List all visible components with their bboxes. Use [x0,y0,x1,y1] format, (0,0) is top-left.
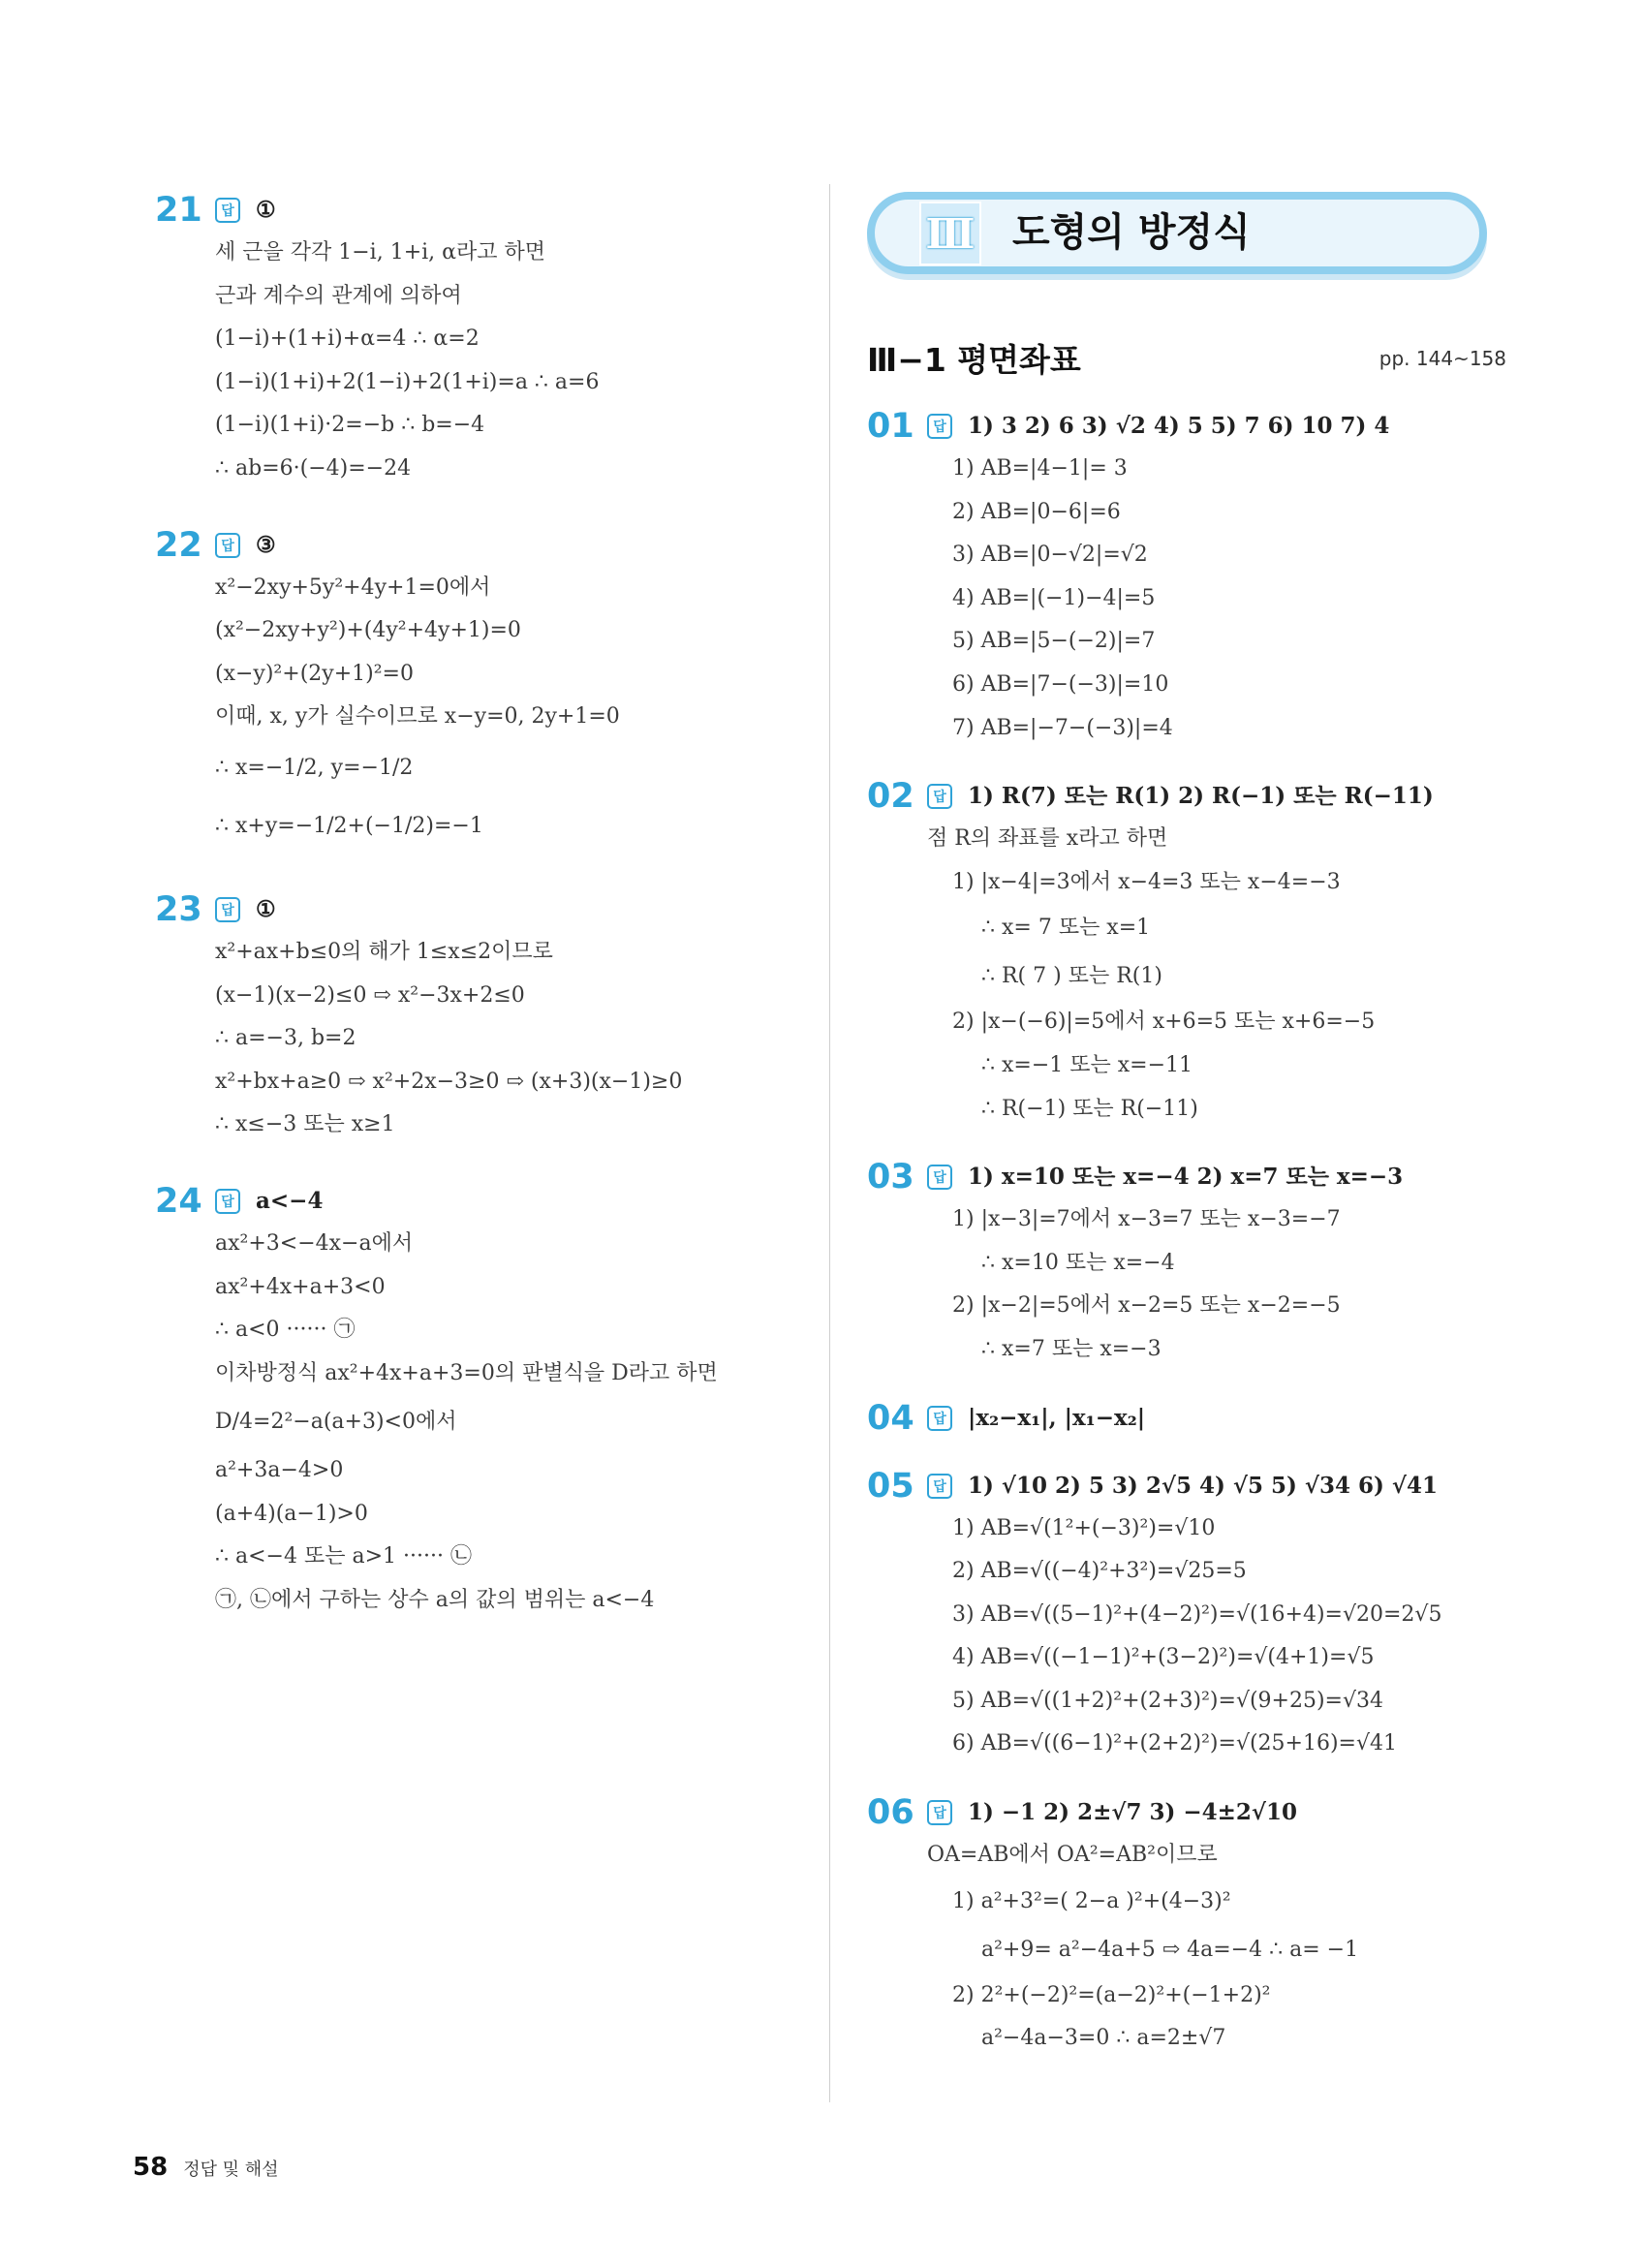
answer-head [927,1156,1506,1198]
problem-03 [867,1156,1506,1371]
solution-line: ax²+4x+a+3<0 [215,1274,386,1299]
solution-line: 1) AB=√(1²+(−3)²)=√10 [952,1515,1216,1540]
solution-line: 근과 계수의 관계에 의하여 [215,283,462,308]
answer-head [927,1397,1506,1440]
solution-line: 점 R의 좌표를 x라고 하면 [927,826,1168,852]
solution-line: ∴ x=−1 또는 x=−11 [981,1052,1193,1077]
problem-02 [867,775,1506,1131]
problem-04 [867,1397,1506,1440]
problem-05 [867,1465,1506,1767]
answer-badge-icon: 답 [215,897,240,922]
answer-head [927,1791,1506,1834]
problem-number: 03 [867,1158,914,1197]
problem-number: 01 [867,407,914,446]
answer-badge-icon: 답 [927,1165,952,1190]
answer-head [215,524,794,567]
problem-number: 22 [155,525,202,565]
left-column [155,189,794,1623]
answer-value: 1) 3 2) 6 3) √2 4) 5 5) 7 6) 10 7) 4 [968,413,1390,439]
solution-line: ∴ x= 7 또는 x=1 [981,916,1151,941]
answer-head [215,189,794,232]
solution-line: 2) 2²+(−2)²=(a−2)²+(−1+2)² [952,1982,1271,2007]
solution-line: a²−4a−3=0 ∴ a=2±√7 [981,2026,1226,2051]
problem-number: 02 [867,777,914,817]
answer-head [927,405,1506,448]
solution-line: x²−2xy+5y²+4y+1=0에서 [215,575,491,600]
solution-line: 7) AB=|−7−(−3)|=4 [952,715,1173,740]
solution-line: 4) AB=|(−1)−4|=5 [952,585,1156,610]
solution-line: ∴ x=10 또는 x=−4 [981,1250,1175,1275]
problem-23 [155,888,794,1147]
chapter-title: 도형의 방정식 [1012,210,1251,255]
answer-value: ① [256,197,276,223]
solution-line: ∴ x=7 또는 x=−3 [981,1336,1162,1361]
solution-line: 1) |x−3|=7에서 x−3=7 또는 x−3=−7 [952,1207,1341,1232]
answer-head [927,775,1506,818]
solution-line: 1) AB=|4−1|= 3 [952,456,1128,481]
answer-value: ① [256,895,276,922]
solution-line: 6) AB=|7−(−3)|=10 [952,671,1169,697]
problem-21 [155,189,794,491]
right-column [867,405,1506,2061]
solution-line: ∴ R(−1) 또는 R(−11) [981,1096,1198,1121]
solution-line: (a+4)(a−1)>0 [215,1501,368,1526]
answer-badge-icon: 답 [215,533,240,558]
solution-line: 3) AB=|0−√2|=√2 [952,543,1148,568]
answer-badge-icon: 답 [215,1189,240,1214]
solution-line: x²+bx+a≥0 ⇨ x²+2x−3≥0 ⇨ (x+3)(x−1)≥0 [215,1069,683,1094]
problem-number: 24 [155,1181,202,1221]
solution-line: ∴ a<0 ······ ㉠ [215,1318,356,1343]
solution-line: 6) AB=√((6−1)²+(2+2)²)=√(25+16)=√41 [952,1731,1397,1756]
answer-badge-icon: 답 [927,414,952,439]
answer-value: ③ [256,531,276,558]
solution-line: 4) AB=√((−1−1)²+(3−2)²)=√(4+1)=√5 [952,1645,1375,1670]
solution-line: ax²+3<−4x−a에서 [215,1230,414,1256]
solution-line: 이때, x, y가 실수이므로 x−y=0, 2y+1=0 [215,704,620,730]
solution-line: 2) |x−2|=5에서 x−2=5 또는 x−2=−5 [952,1293,1341,1319]
solution-line: (x−y)²+(2y+1)²=0 [215,661,414,686]
solution-line: 세 근을 각각 1−i, 1+i, α라고 하면 [215,240,546,264]
solution-line: 1) a²+3²=( 2−a )²+(4−3)² [952,1888,1231,1913]
solution-line: ∴ a<−4 또는 a>1 ······ ㉡ [215,1544,472,1569]
problem-number: 23 [155,889,202,929]
chapter-title-banner [867,192,1487,274]
solution-line: (1−i)+(1+i)+α=4 ∴ α=2 [215,326,480,352]
problem-24 [155,1180,794,1623]
solution-line: ∴ R( 7 ) 또는 R(1) [981,964,1162,989]
solution-line: (1−i)(1+i)+2(1−i)+2(1+i)=a ∴ a=6 [215,369,600,394]
problem-number: 05 [867,1466,914,1506]
answer-value: |x₂−x₁|, |x₁−x₂| [968,1404,1146,1431]
solution-line: a²+9= a²−4a+5 ⇨ 4a=−4 ∴ a= −1 [981,1937,1359,1962]
solution-line: (x−1)(x−2)≤0 ⇨ x²−3x+2≤0 [215,982,525,1008]
chapter-roman-numeral: Ⅲ [919,202,981,265]
answer-badge-icon: 답 [215,198,240,223]
solution-line: 1) |x−4|=3에서 x−4=3 또는 x−4=−3 [952,869,1341,894]
answer-badge-icon: 답 [927,1406,952,1431]
answer-value: 1) −1 2) 2±√7 3) −4±2√10 [968,1799,1298,1826]
solution-line: (x²−2xy+y²)+(4y²+4y+1)=0 [215,618,521,643]
solution-line: ∴ x+y=−1/2+(−1/2)=−1 [215,813,483,838]
answer-badge-icon: 답 [927,1474,952,1499]
solution-line: 이차방정식 ax²+4x+a+3=0의 판별식을 D라고 하면 [215,1360,718,1385]
answer-badge-icon: 답 [927,1800,952,1825]
subsection-title: Ⅲ−1 평면좌표 [867,341,1081,379]
solution-line: 5) AB=|5−(−2)|=7 [952,629,1156,654]
solution-line: ∴ x≤−3 또는 x≥1 [215,1112,395,1137]
solution-line: (1−i)(1+i)·2=−b ∴ b=−4 [215,413,485,438]
problem-06 [867,1791,1506,2061]
page-number: 58 [133,2153,169,2182]
solution-line: ㉠, ㉡에서 구하는 상수 a의 값의 범위는 a<−4 [215,1588,655,1613]
answer-head [927,1465,1506,1507]
answer-head [215,1180,794,1223]
solution-line: x²+ax+b≤0의 해가 1≤x≤2이므로 [215,939,553,964]
subsection-header [867,337,1506,384]
answer-value: 1) R(7) 또는 R(1) 2) R(−1) 또는 R(−11) [968,783,1434,810]
problem-number: 04 [867,1398,914,1438]
footer-label: 정답 및 해설 [183,2159,279,2180]
answer-head [215,888,794,931]
solution-line: a²+3a−4>0 [215,1458,344,1483]
problem-number: 06 [867,1793,914,1833]
solution-line: OA=AB에서 OA²=AB²이므로 [927,1843,1218,1868]
solution-line: D/4=2²−a(a+3)<0에서 [215,1410,457,1435]
problem-22 [155,524,794,855]
column-divider [829,184,830,2102]
solution-line: 2) |x−(−6)|=5에서 x+6=5 또는 x+6=−5 [952,1010,1376,1035]
answer-value: a<−4 [256,1187,324,1214]
solution-line: 3) AB=√((5−1)²+(4−2)²)=√(16+4)=√20=2√5 [952,1601,1442,1627]
answer-value: 1) x=10 또는 x=−4 2) x=7 또는 x=−3 [968,1164,1404,1191]
solution-line: 2) AB=√((−4)²+3²)=√25=5 [952,1559,1247,1584]
solution-line: 5) AB=√((1+2)²+(2+3)²)=√(9+25)=√34 [952,1688,1383,1713]
page-footer [133,2153,279,2182]
problem-01 [867,405,1506,750]
solution-line: ∴ ab=6·(−4)=−24 [215,455,412,481]
answer-value: 1) √10 2) 5 3) 2√5 4) √5 5) √34 6) √41 [968,1472,1439,1499]
solution-line: ∴ x=−1/2, y=−1/2 [215,755,414,780]
solution-line: 2) AB=|0−6|=6 [952,499,1121,524]
problem-number: 21 [155,191,202,230]
solution-line: ∴ a=−3, b=2 [215,1026,356,1051]
answer-badge-icon: 답 [927,784,952,809]
page-range: pp. 144~158 [1379,347,1506,370]
